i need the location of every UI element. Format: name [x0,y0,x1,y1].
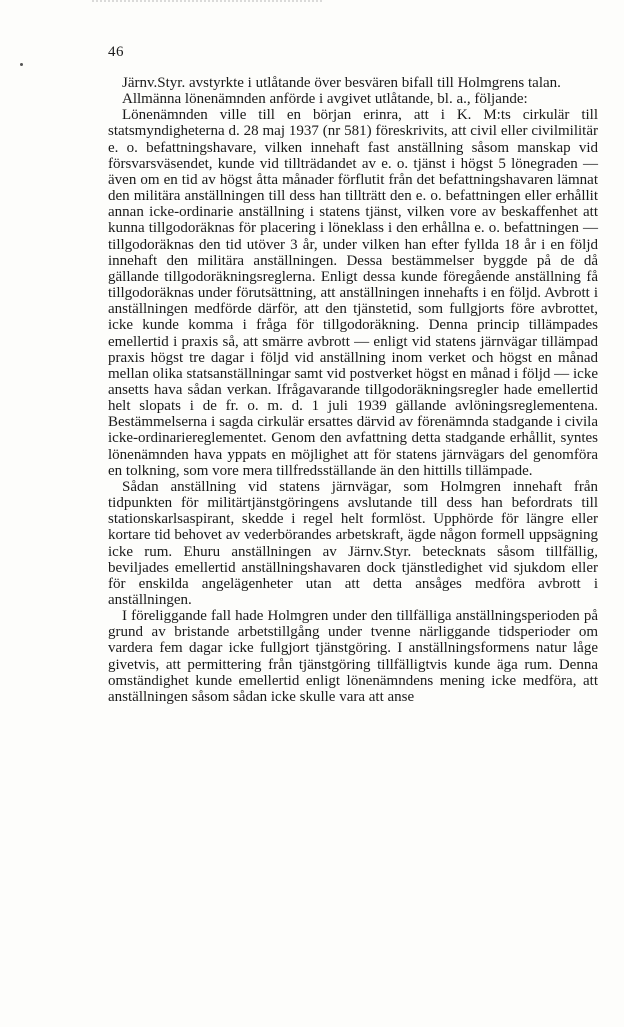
bleed-through-marks [92,0,322,8]
paragraph-5: I föreliggande fall hade Holmgren under den tillfälliga anställningsperioden på grund av bristande arbetstillgång under tvenne närliggande tidsperioder om vardera fem dagar icke fullgjort tjänstgöring. I anställningsformens natur låge givetvis, att permittering från tjänstgöring tillfälligtvis kunde äga rum. Denna omständighet kunde emellertid enligt lönenämndens mening icke medföra, att anställningen såsom sådan icke skulle vara att anse [108,608,598,705]
page-number: 46 [108,44,124,60]
paragraph-3: Lönenämnden ville till en början erinra, att i K. M:ts cirkulär till statsmyndigheterna d. 28 maj 1937 (nr 581) föreskrivits, att civil eller civilmilitär e. o. befattningshavare, vilken innehaft fast anställning såsom manskap vid försvarsväsendet, kunde vid tillträdandet av e. o. tjänst i högst 5 lönegraden — även om en tid av högst åtta månader förflutit från det befattningshavaren lämnat den militära anställningen till dess han tillträtt den e. o. befattningen eller erhållit annan icke-ordinarie anställning i statens tjänst, vilken vore av beskaffenhet att kunna tillgodoräknas för placering i löneklass i den erhållna e. o. befattningen — tillgodoräknas den tid utöver 3 år, under vilken han efter fyllda 18 år i en följd innehaft den militära anställningen. Dessa bestämmelser byggde på de då gällande tillgodoräkningsreglerna. Enligt dessa kunde föregående anställning få tillgodoräknas under förutsättning, att anställningen innehafts i en följd. Avbrott i anställningen medförde därför, att den tjänstetid, som fullgjorts före avbrottet, icke kunde komma i fråga för tillgodoräkning. Denna princip tillämpades emellertid i praxis så, att smärre avbrott — enligt vid statens järnvägar tillämpad praxis högst tre dagar i följd vid anställning inom verket och högst en månad mellan olika statsanställningar samt vid postverket högst en månad i följd — icke ansetts hava sådan verkan. Ifrågavarande tillgodoräkningsregler hade emellertid helt slopats i de fr. o. m. d. 1 juli 1939 gällande avlöningsreglementena. Bestämmelserna i sagda cirkulär ersattes därvid av förenämnda stadgande i civila icke-ordinariereglementet. Genom den avfattning detta stadgande erhållit, syntes lönenämnden hava yppats en möjlighet att för statens järnvägars del genomföra en tolkning, som vore mera tillfredsställande än den hittills tillämpade. [108,107,598,479]
paragraph-1: Järnv.Styr. avstyrkte i utlåtande över besvären bifall till Holmgrens talan. [122,75,561,91]
body-text [108,75,598,705]
speck-mark [20,63,23,66]
paragraph-2: Allmänna lönenämnden anförde i avgivet utlåtande, bl. a., följande: [122,91,528,108]
paragraph-4: Sådan anställning vid statens järnvägar, som Holmgren innehaft från tidpunkten för militärtjänstgöringens avslutande till dess han befordrats till stationskarlsaspirant, skedde i regel helt formlöst. Upphörde för längre eller kortare tid behovet av vederbörandes arbetskraft, ägde någon formell uppsägning icke rum. Ehuru anställningen av Järnv.Styr. betecknats såsom tillfällig, beviljades emellertid anställningshavaren dock tjänstledighet vid sjukdom eller för enskilda angelägenheter utan att detta ansåges medföra avbrott i anställningen. [108,478,598,608]
